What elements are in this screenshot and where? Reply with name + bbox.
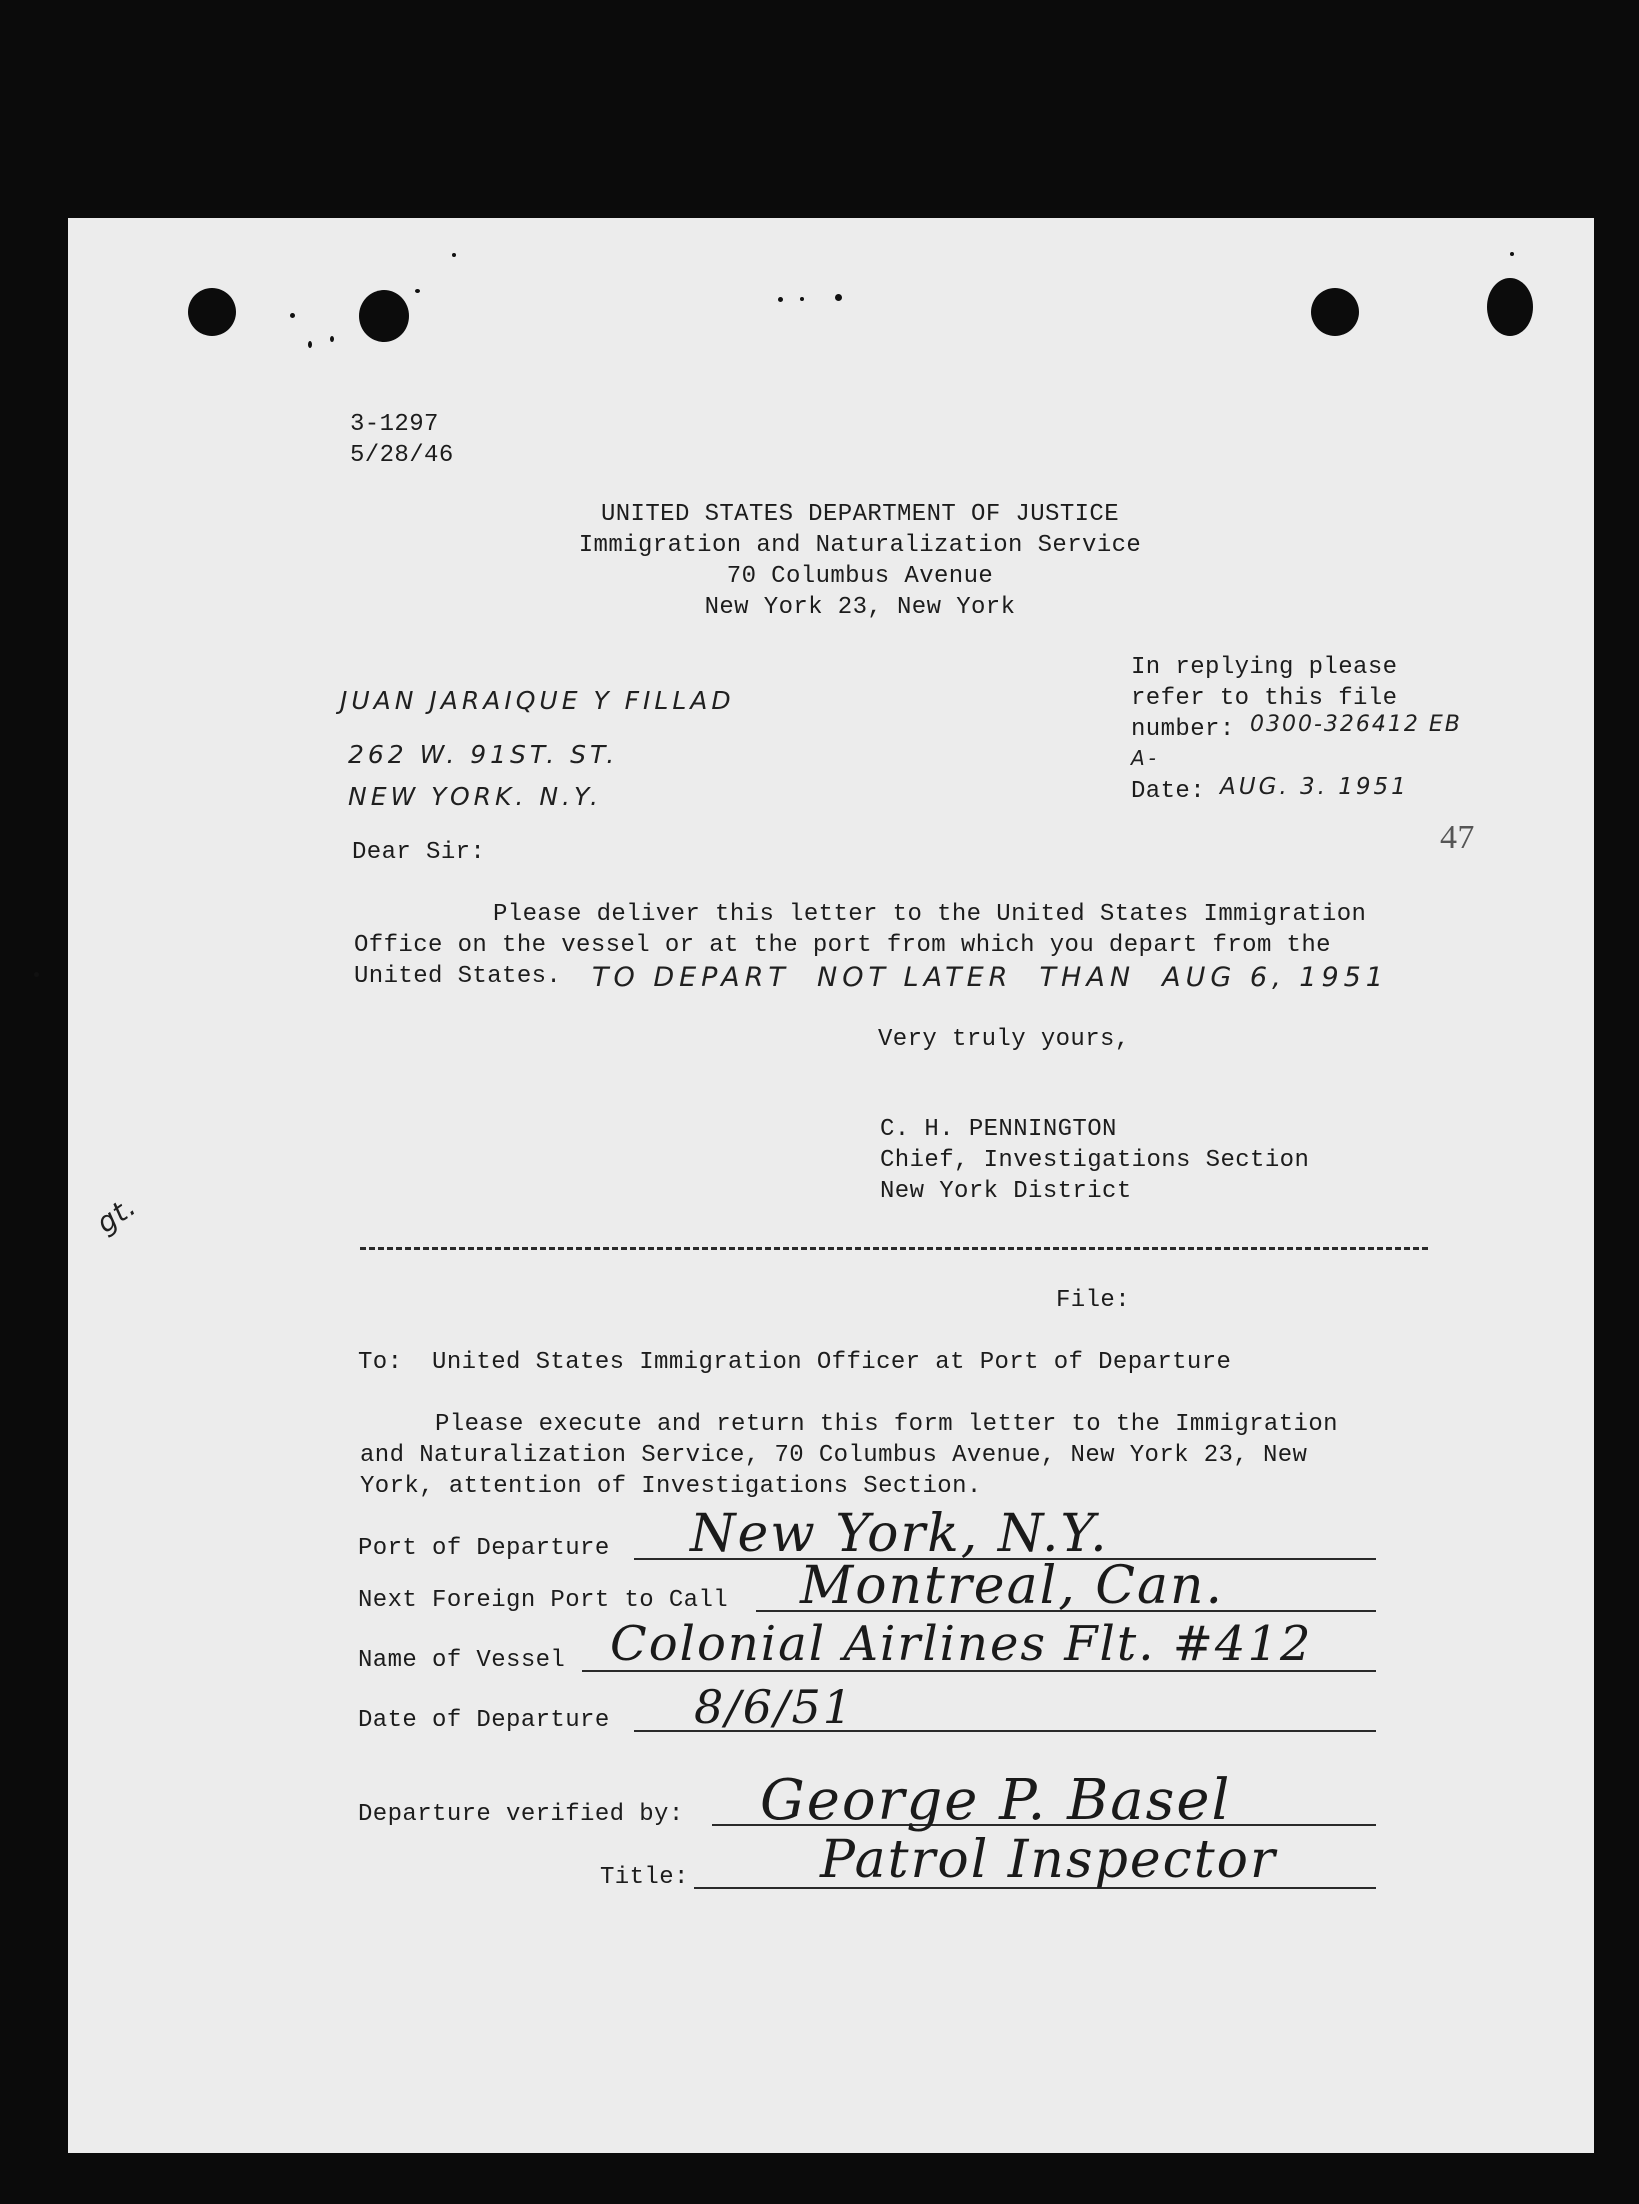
file-label: File: bbox=[1056, 1287, 1131, 1314]
salutation: Dear Sir: bbox=[352, 839, 486, 866]
departure-verified-signature: George P. Basel bbox=[760, 1768, 1232, 1833]
reply-line-2: refer to this file bbox=[1131, 685, 1398, 712]
speck bbox=[330, 336, 334, 342]
speck bbox=[452, 253, 456, 257]
letterhead-service: Immigration and Naturalization Service bbox=[578, 532, 1142, 559]
tear-line-divider bbox=[360, 1247, 1428, 1250]
port-of-departure-value: New York, N.Y. bbox=[690, 1504, 1109, 1564]
margin-mark: gt. bbox=[90, 1189, 143, 1240]
date-of-departure-label: Date of Departure bbox=[358, 1707, 610, 1734]
reply-line-1: In replying please bbox=[1131, 654, 1398, 681]
speck bbox=[835, 294, 842, 301]
signer-name: C. H. PENNINGTON bbox=[880, 1116, 1117, 1143]
port-of-departure-label: Port of Departure bbox=[358, 1535, 610, 1562]
instruction-line-1: Please execute and return this form letter to the Immigration bbox=[435, 1411, 1338, 1438]
body-line-3: United States. bbox=[354, 963, 562, 990]
name-of-vessel-label: Name of Vessel bbox=[358, 1647, 566, 1674]
punch-hole bbox=[1487, 278, 1533, 336]
closing: Very truly yours, bbox=[878, 1026, 1130, 1053]
speck bbox=[308, 341, 312, 348]
speck bbox=[1510, 252, 1514, 256]
to-line: To: United States Immigration Officer at Port of Departure bbox=[358, 1349, 1232, 1376]
signer-title: Chief, Investigations Section bbox=[880, 1147, 1310, 1174]
departure-verified-label: Departure verified by: bbox=[358, 1801, 684, 1828]
letterhead-department: UNITED STATES DEPARTMENT OF JUSTICE bbox=[600, 501, 1120, 528]
speck bbox=[415, 289, 420, 293]
form-revision-date: 5/28/46 bbox=[350, 442, 454, 469]
date-label: Date: bbox=[1131, 778, 1206, 805]
speck bbox=[290, 313, 295, 318]
title-signature: Patrol Inspector bbox=[820, 1830, 1277, 1890]
speck bbox=[800, 297, 804, 301]
punch-hole bbox=[1311, 288, 1359, 336]
file-number-label: number: bbox=[1131, 716, 1235, 743]
form-number: 3-1297 bbox=[350, 411, 439, 438]
next-foreign-port-value: Montreal, Can. bbox=[800, 1556, 1225, 1616]
speck bbox=[778, 297, 783, 302]
date-of-departure-value: 8/6/51 bbox=[694, 1680, 855, 1734]
next-foreign-port-label: Next Foreign Port to Call bbox=[358, 1587, 729, 1614]
recipient-street: 262 W. 91ST. ST. bbox=[348, 740, 619, 769]
instruction-line-3: York, attention of Investigations Section. bbox=[360, 1473, 982, 1500]
speck bbox=[34, 972, 39, 977]
punch-hole bbox=[359, 290, 409, 342]
handwritten-deadline-note: TO DEPART NOT LATER THAN AUG 6, 1951 bbox=[592, 962, 1388, 993]
punch-hole bbox=[188, 288, 236, 336]
body-line-1: Please deliver this letter to the United States Immigration bbox=[493, 901, 1367, 928]
page-stamp: 47 bbox=[1440, 819, 1475, 856]
instruction-line-2: and Naturalization Service, 70 Columbus Avenue, New York 23, New bbox=[360, 1442, 1308, 1469]
file-number-suffix: A- bbox=[1131, 746, 1160, 770]
body-line-2: Office on the vessel or at the port from which you depart from the bbox=[354, 932, 1331, 959]
recipient-name: JUAN JARAIQUE Y FILLAD bbox=[340, 686, 735, 715]
signer-district: New York District bbox=[880, 1178, 1132, 1205]
recipient-city: NEW YORK. N.Y. bbox=[348, 782, 602, 811]
date-value: AUG. 3. 1951 bbox=[1220, 774, 1409, 800]
name-of-vessel-value: Colonial Airlines Flt. #412 bbox=[610, 1616, 1313, 1672]
letterhead-city: New York 23, New York bbox=[704, 594, 1016, 621]
file-number-value: 0300-326412 EB bbox=[1250, 712, 1462, 737]
letterhead-street: 70 Columbus Avenue bbox=[726, 563, 994, 590]
title-label: Title: bbox=[600, 1864, 689, 1891]
